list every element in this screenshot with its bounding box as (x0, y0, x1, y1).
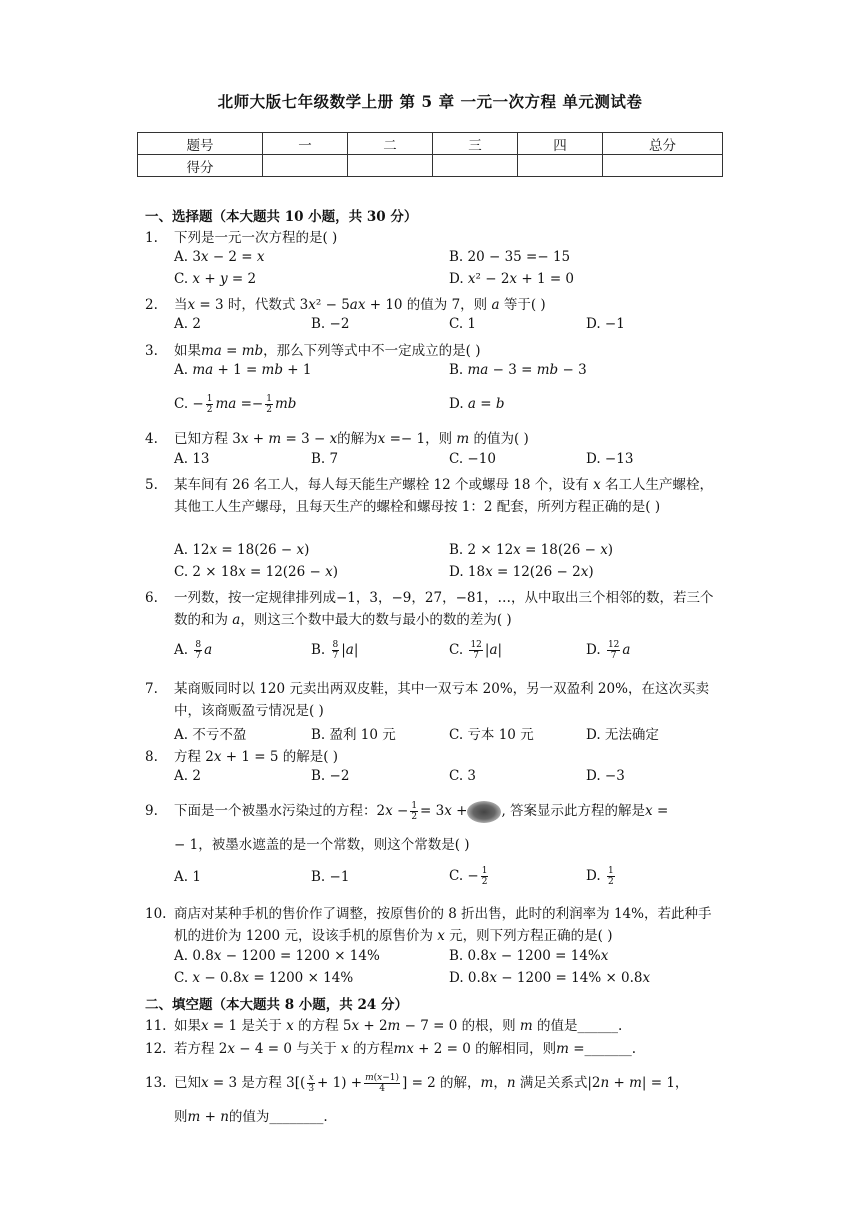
fraction: $\frac{1}{2}$ (266, 394, 272, 415)
option-d[interactable]: D. 0.8𝑥 − 1200 = 14% × 0.8𝑥 (449, 970, 651, 986)
option-text: C. − (174, 396, 204, 412)
question-text: 已知方程 3𝑥 + 𝑚 = 3 − 𝑥的解为𝑥 =− 1，则 𝑚 的值为( ) (174, 431, 529, 447)
question-number: 3. (145, 343, 158, 359)
option-d[interactable]: D. $\frac{12}{7}$ 𝑎 (586, 640, 631, 661)
option-a[interactable]: A. 不亏不盈 (174, 727, 247, 743)
question-text: 则𝑚 + 𝑛的值为________. (174, 1109, 328, 1125)
option-c[interactable]: C. 𝑥 − 0.8𝑥 = 1200 × 14% (174, 970, 354, 986)
option-b[interactable]: B. $\frac{8}{7}$ |𝑎| (311, 640, 359, 661)
option-a[interactable]: A. 𝑚𝑎 + 1 = 𝑚𝑏 + 1 (174, 362, 312, 378)
option-b[interactable]: B. −2 (311, 316, 350, 332)
option-b[interactable]: B. 𝑚𝑎 − 3 = 𝑚𝑏 − 3 (449, 362, 587, 378)
question-10 (145, 903, 723, 947)
option-b[interactable]: B. 0.8𝑥 − 1200 = 14%𝑥 (449, 948, 609, 964)
option-a[interactable]: A. 12𝑥 = 18(26 − 𝑥) (174, 542, 310, 558)
question-12 (145, 1038, 723, 1060)
option-c[interactable]: C. −10 (449, 451, 496, 467)
option-d[interactable]: D. −13 (586, 451, 634, 467)
option-c[interactable]: C. $\frac{12}{7}$ |𝑎| (449, 640, 503, 661)
option-c[interactable]: C. 3 (449, 768, 477, 784)
question-number: 4. (145, 431, 158, 447)
option-b[interactable]: B. 盈利 10 元 (311, 727, 396, 743)
question-number: 5. (145, 477, 158, 493)
ink-blot-image (467, 801, 501, 823)
question-number: 9. (145, 803, 158, 819)
question-number: 8. (145, 749, 158, 765)
option-c[interactable]: C. 1 (449, 316, 477, 332)
question-text: 若方程 2𝑥 − 4 = 0 与关于 𝑥 的方程𝑚𝑥 + 2 = 0 的解相同，则𝑚 =_______. (174, 1041, 637, 1057)
question-13-line2 (145, 1106, 723, 1128)
question-1 (145, 227, 723, 249)
fraction: $\frac{8}{7}$ (332, 640, 339, 661)
question-3 (145, 340, 723, 362)
option-a[interactable]: A. 13 (174, 451, 210, 467)
question-7 (145, 678, 723, 722)
score-input-cell[interactable] (518, 155, 603, 177)
fraction: $\frac{12}{7}$ (607, 640, 620, 661)
question-text: 下列是一元一次方程的是( ) (174, 230, 338, 246)
option-a[interactable]: A. $\frac{8}{7}$ 𝑎 (174, 640, 213, 661)
option-d[interactable]: D. 无法确定 (586, 727, 659, 743)
fraction: $\frac{1}{2}$ (481, 866, 488, 887)
option-a[interactable]: A. 2 (174, 316, 201, 332)
option-d[interactable]: D. $\frac{1}{2}$ (586, 866, 614, 887)
question-text: 某商贩同时以 120 元卖出两双皮鞋，其中一双亏本 20%，另一双盈利 20%，在这次买卖中，该商贩盈亏情况是( ) (174, 681, 709, 719)
question-number: 6. (145, 590, 158, 606)
option-a[interactable]: A. 1 (174, 869, 201, 885)
score-input-cell[interactable] (263, 155, 348, 177)
score-cell: 总分 (603, 133, 723, 155)
score-cell: 一 (263, 133, 348, 155)
score-cell: 四 (518, 133, 603, 155)
fraction: $\frac{\text{𝑚(𝑥−1)}}{4}$ (365, 1073, 400, 1094)
option-a[interactable]: A. 3𝑥 − 2 = 𝑥 (174, 249, 265, 265)
question-text: 已知𝑥 = 3 是方程 3[( $\frac{\text{𝑥}}{3}$ + 1) + $\frac{\text{𝑚(𝑥−1)}}{4}$ ] = 2 的解，𝑚，𝑛 满足关系式|2𝑛 + 𝑚| = 1， (174, 1073, 689, 1094)
score-table-score-row (138, 155, 723, 177)
question-number: 2. (145, 297, 158, 313)
option-text: 𝑚𝑎 =− (215, 396, 264, 412)
option-b[interactable]: B. 7 (311, 451, 339, 467)
score-cell: 得分 (138, 155, 263, 177)
question-4 (145, 428, 723, 450)
option-b[interactable]: B. 20 − 35 =− 15 (449, 249, 571, 265)
question-5 (145, 474, 723, 518)
score-input-cell[interactable] (348, 155, 433, 177)
question-number: 1. (145, 230, 158, 246)
option-c[interactable]: C. 𝑥 + 𝑦 = 2 (174, 271, 257, 287)
question-6 (145, 587, 723, 631)
fraction: $\frac{8}{7}$ (195, 640, 202, 661)
fraction: $\frac{1}{2}$ (607, 866, 614, 887)
option-b[interactable]: B. −1 (311, 869, 350, 885)
page-title: 北师大版七年级数学上册 第 5 章 一元一次方程 单元测试卷 (217, 92, 643, 111)
option-d[interactable]: D. −3 (586, 768, 625, 784)
option-c[interactable]: C. 2 × 18𝑥 = 12(26 − 𝑥) (174, 564, 338, 580)
option-text: 𝑚𝑏 (274, 396, 297, 412)
question-11 (145, 1015, 723, 1037)
question-text: 如果𝑚𝑎 = 𝑚𝑏，那么下列等式中不一定成立的是( ) (174, 343, 481, 359)
fraction: $\frac{1}{2}$ (206, 394, 213, 415)
score-table (137, 132, 723, 177)
question-number: 11. (145, 1018, 167, 1034)
fraction: $\frac{1}{2}$ (411, 801, 418, 822)
score-input-cell[interactable] (603, 155, 723, 177)
question-13 (145, 1072, 723, 1094)
question-2 (145, 294, 723, 316)
question-text: − 1，被墨水遮盖的是一个常数，则这个常数是( ) (174, 837, 470, 853)
option-c[interactable]: C. − $\frac{1}{2}$ (449, 866, 488, 887)
score-cell: 三 (433, 133, 518, 155)
question-9-line2 (145, 834, 723, 856)
option-b[interactable]: B. −2 (311, 768, 350, 784)
fraction: $\frac{\text{𝑥}}{3}$ (308, 1073, 315, 1094)
question-text: 下面是一个被墨水污染过的方程：2𝑥 − $\frac{1}{2}$ = 3𝑥 + , 答案显示此方程的解是𝑥 = (174, 801, 669, 822)
question-8 (145, 746, 723, 768)
option-d[interactable]: D. 𝑥² − 2𝑥 + 1 = 0 (449, 271, 575, 287)
option-d[interactable]: D. −1 (586, 316, 625, 332)
question-number: 12. (145, 1041, 167, 1057)
question-number: 10. (145, 906, 167, 922)
option-d[interactable]: D. 𝑎 = 𝑏 (449, 396, 505, 412)
question-number: 13. (145, 1075, 167, 1091)
score-table-header-row (138, 133, 723, 155)
option-b[interactable]: B. 2 × 12𝑥 = 18(26 − 𝑥) (449, 542, 614, 558)
score-input-cell[interactable] (433, 155, 518, 177)
section-title-choice: 一、选择题（本大题共 10 小题，共 30 分） (145, 209, 418, 225)
question-9 (145, 800, 723, 823)
score-cell: 题号 (138, 133, 263, 155)
question-text: 方程 2𝑥 + 1 = 5 的解是( ) (174, 749, 339, 765)
question-text: 商店对某种手机的售价作了调整，按原售价的 8 折出售，此时的利润率为 14%，若此种手机的进价为 1200 元，设该手机的原售价为 𝑥 元，则下列方程正确的是( ) (174, 906, 712, 944)
section-title-fill: 二、填空题（本大题共 8 小题，共 24 分） (145, 997, 408, 1013)
option-c[interactable] (174, 394, 296, 415)
question-text: 某车间有 26 名工人，每人每天能生产螺栓 12 个或螺母 18 个，设有 𝑥 名工人生产螺栓，其他工人生产螺母，且每天生产的螺栓和螺母按 1：2 配套，所列方程正确的是( ) (174, 477, 713, 515)
option-d[interactable]: D. 18𝑥 = 12(26 − 2𝑥) (449, 564, 594, 580)
option-a[interactable]: A. 0.8𝑥 − 1200 = 1200 × 14% (174, 948, 380, 964)
question-text: 当𝑥 = 3 时，代数式 3𝑥² − 5𝑎𝑥 + 10 的值为 7，则 𝑎 等于( ) (174, 297, 546, 313)
fraction: $\frac{12}{7}$ (470, 640, 482, 661)
option-c[interactable]: C. 亏本 10 元 (449, 727, 534, 743)
score-cell: 二 (348, 133, 433, 155)
question-text: 如果𝑥 = 1 是关于 𝑥 的方程 5𝑥 + 2𝑚 − 7 = 0 的根，则 𝑚 的值是______. (174, 1018, 623, 1034)
question-number: 7. (145, 681, 158, 697)
question-text: 一列数，按一定规律排列成−1，3，−9，27，−81，…，从中取出三个相邻的数，若三个数的和为 𝑎，则这三个数中最大的数与最小的数的差为( ) (174, 590, 714, 628)
option-a[interactable]: A. 2 (174, 768, 201, 784)
